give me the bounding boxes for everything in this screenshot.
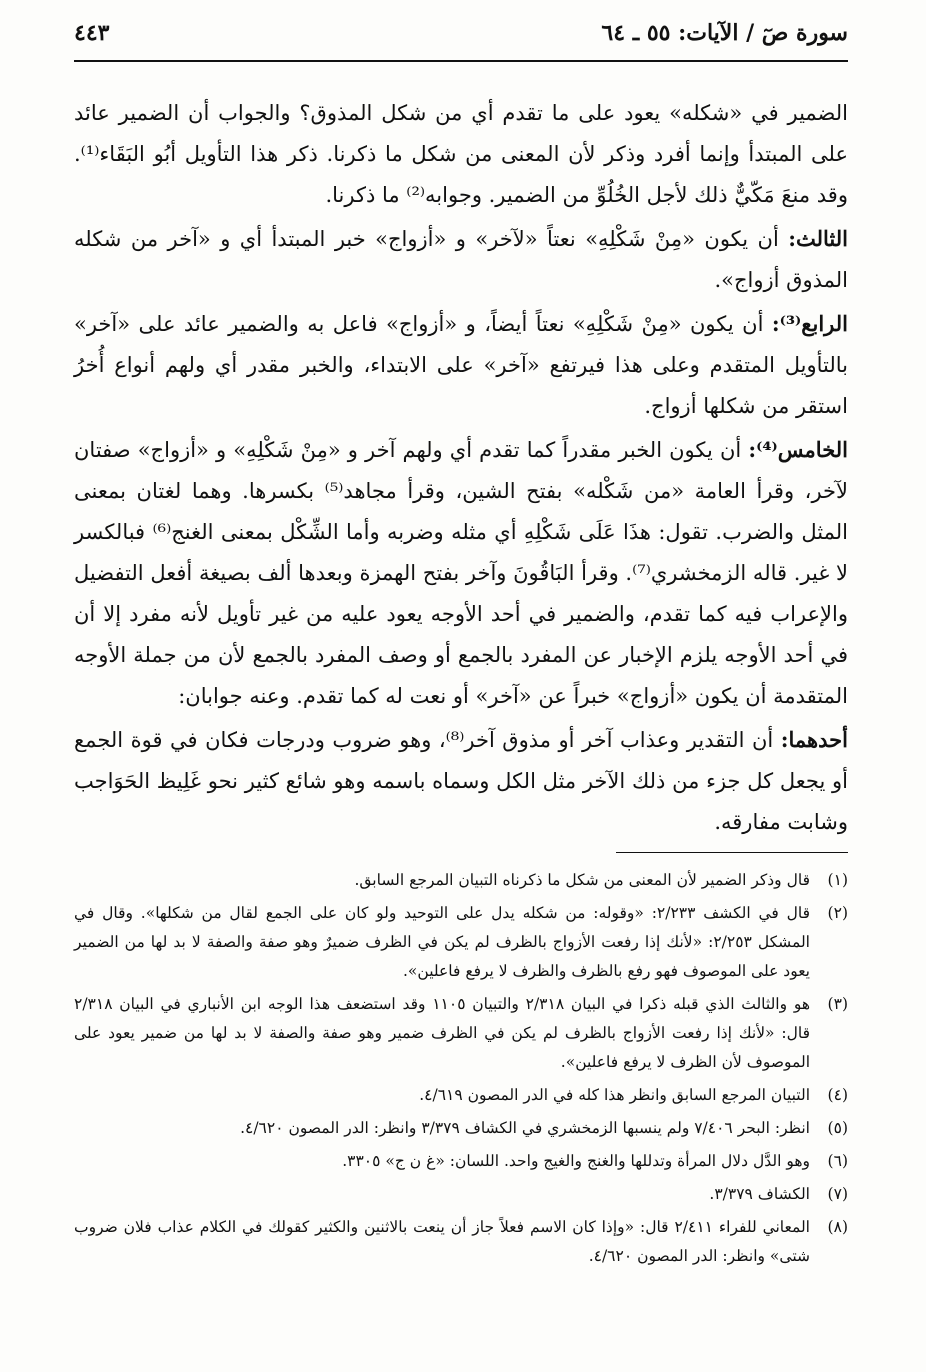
footnote-number: (٤) — [827, 1086, 848, 1104]
paragraph — [74, 218, 848, 301]
footnote — [74, 1180, 848, 1209]
footnote-divider — [616, 852, 848, 853]
footnotes — [74, 866, 848, 1275]
footnote-text: وهو الدَّل دلال المرأة وتدللها والغنج والغيج واحد. اللسان: «غ ن ج» ٣٣٠٥. — [342, 1152, 810, 1170]
header-title: سورة صٓ / الآيات: ٥٥ ـ ٦٤ — [601, 20, 848, 46]
footnote — [74, 899, 848, 986]
footnote — [74, 1213, 848, 1271]
paragraph — [74, 303, 848, 427]
paragraph — [74, 92, 848, 216]
paragraph-lead: الرابع⁽³⁾: — [771, 311, 848, 336]
page-number: ٤٤٣ — [74, 20, 110, 46]
footnote-number: (٦) — [827, 1152, 848, 1170]
footnote-text: المعاني للفراء ٢/٤١١ قال: «وإذا كان الاسم فعلاً جاز أن ينعت بالاثنين والكثير كقولك في الكلام عذاب فلان ضروب شتى» وانظر: الدر المصون ٤/٦٢٠. — [74, 1218, 810, 1265]
header-rule — [74, 60, 848, 62]
running-header — [74, 14, 848, 52]
footnote — [74, 1114, 848, 1143]
footnote-number: (٧) — [827, 1185, 848, 1203]
footnote — [74, 1147, 848, 1176]
footnote-text: انظر: البحر ٧/٤٠٦ ولم ينسبها الزمخشري في الكشاف ٣/٣٧٩ وانظر: الدر المصون ٤/٦٢٠. — [240, 1119, 810, 1137]
footnote — [74, 1081, 848, 1110]
footnote-text: الكشاف ٣/٣٧٩. — [709, 1185, 810, 1203]
paragraph-lead: الثالث: — [788, 226, 848, 251]
footnote-text: قال وذكر الضمير لأن المعنى من شكل ما ذكرناه التبيان المرجع السابق. — [354, 871, 810, 889]
footnote-number: (٨) — [827, 1218, 848, 1236]
footnote — [74, 866, 848, 895]
paragraph-text: أن التقدير وعذاب آخر أو مذوق آخر⁽⁸⁾، وهو ضروب ودرجات فكان في قوة الجمع أو يجعل كل جزء من ذلك الآخر مثل الكل وسماه باسمه وهو شائع كثير نحو غَلِيظ الحَوَاجب وشابت مفارقه. — [74, 728, 848, 834]
paragraph — [74, 429, 848, 717]
footnote-number: (١) — [827, 871, 848, 889]
paragraph — [74, 719, 848, 843]
footnote — [74, 990, 848, 1077]
paragraph-text: أن يكون «مِنْ شَكْلِهِ» نعتاً «لآخر» و «أزواج» خبر المبتدأ أي و «آخر من شكله المذوق أزواج». — [74, 227, 848, 292]
paragraph-text: أن يكون «مِنْ شَكْلِهِ» نعتاً أيضاً، و «أزواج» فاعل به والضمير عائد على «آخر» بالتأويل المتقدم وعلى هذا فيرتفع «آخر» على الابتداء، والخبر مقدر أي ولهم أنواع أُخرُ استقر من شكلها أزواج. — [74, 312, 848, 418]
paragraph-text: أن يكون الخبر مقدراً كما تقدم أي ولهم آخر و «مِنْ شَكْلِهِ» و «أزواج» صفتان لآخر، وقرأ العامة «من شَكْله» بفتح الشين، وقرأ مجاهد⁽⁵⁾ بكسرها. وهما لغتان بمعنى المثل والضرب. تقول: هذَا عَلَى شَكْلِهِ أي مثله وضربه وأما الشِّكْل بمعنى الغنج⁽⁶⁾ فبالكسر لا غير. قاله الزمخشري⁽⁷⁾. وقرأ البَاقُونَ وآخر بفتح الهمزة وبعدها ألف بصيغة أفعل التفضيل والإعراب فيه كما تقدم، والضمير في أحد الأوجه يعود عليه من غير تأويل لأنه مفرد إلا أن في أحد الأوجه يلزم الإخبار عن المفرد بالجمع أو وصف المفرد بالجمع لأن من جملة الأوجه المتقدمة أن يكون «أزواج» خبراً عن «آخر» أو نعت له كما تقدم. وعنه جوابان: — [74, 438, 849, 708]
footnote-number: (٥) — [827, 1119, 848, 1137]
paragraph-text: الضمير في «شكله» يعود على ما تقدم أي من شكل المذوق؟ والجواب أن الضمير عائد على المبتدأ وإنما أفرد وذكر لأن المعنى من شكل ما ذكرنا. ذكر هذا التأويل أبُو البَقَاء⁽¹⁾. وقد منعَ مَكّيٌّ ذلك لأجل الخُلُوِّ من الضمير. وجوابه⁽²⁾ ما ذكرنا. — [74, 101, 848, 207]
footnote-number: (٢) — [827, 904, 848, 922]
paragraph-lead: الخامس⁽⁴⁾: — [748, 437, 848, 462]
footnote-text: التبيان المرجع السابق وانظر هذا كله في الدر المصون ٤/٦١٩. — [419, 1086, 810, 1104]
footnote-number: (٣) — [827, 995, 848, 1013]
footnote-text: قال في الكشف ٢/٢٣٣: «وقوله: من شكله يدل على التوحيد ولو كان على الجمع لقال من شكلها». وقال في المشكل ٢/٢٥٣: «لأنك إذا رفعت الأزواج بالظرف لم يكن في الظرف ضميرٌ وهو صفة والصفة لا بد لها من الضمير يعود على الموصوف فهو رفع بالظرف والظرف لا يرفع فاعلين». — [74, 904, 810, 980]
main-text — [74, 92, 848, 845]
paragraph-lead: أحدهما: — [780, 727, 848, 752]
footnote-text: هو والثالث الذي قبله ذكرا في البيان ٢/٣١٨ والتبيان ١١٠٥ وقد استضعف هذا الوجه ابن الأنباري في البيان ٢/٣١٨ قال: «لأنك إذا رفعت الأزواج بالظرف لم يكن في الظرف ضمير وهو صفة والصفة لا بد لها من ضمير يعود على الموصوف لأن الظرف لا يرفع فاعلين». — [74, 995, 810, 1071]
